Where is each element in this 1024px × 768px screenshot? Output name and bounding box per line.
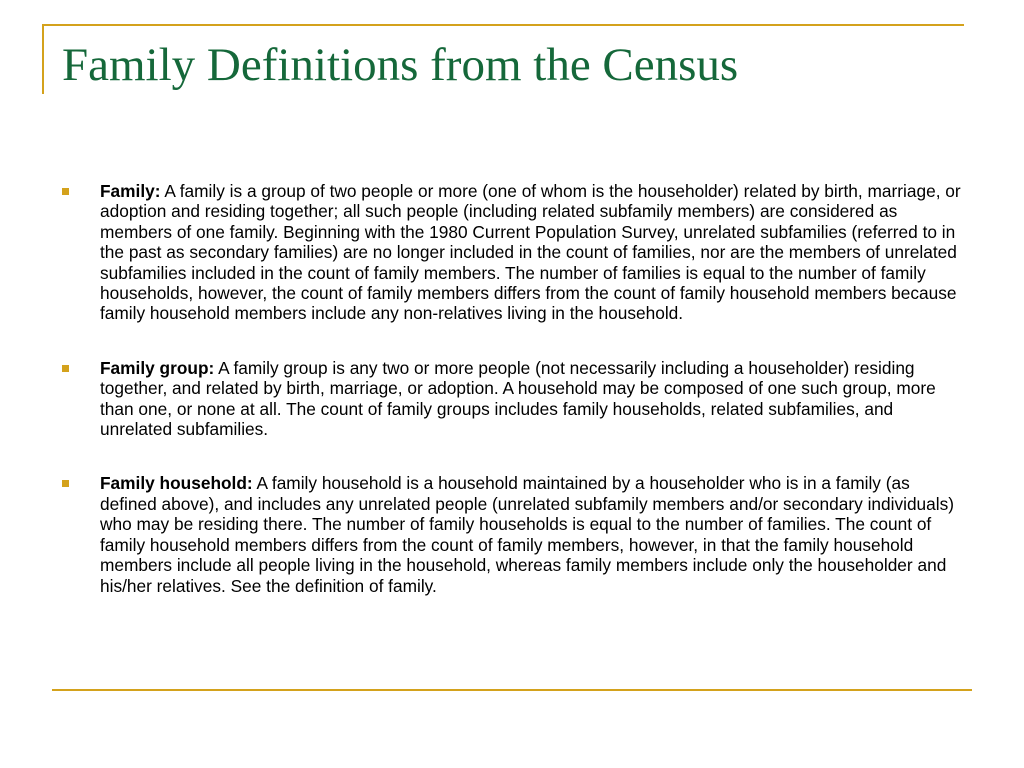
square-bullet-icon (62, 188, 69, 195)
left-accent-line (42, 24, 44, 94)
slide-title: Family Definitions from the Census (62, 39, 739, 91)
definition-family (62, 181, 962, 324)
definition-term: Family: (100, 181, 161, 201)
bottom-divider (52, 689, 972, 691)
definition-text: A family household is a household maintained by a householder who is in a family (as defined above), and includes any unrelated people (unrelated subfamily members and/or secondary individuals) who may be residing there. The number of family households is equal to the number of families. The count of family household members differs from the count of family members, however, in that the family household members include all people living in the household, whereas family members include only the householder and his/her relatives. See the definition of family. (100, 473, 955, 596)
definition-term: Family group: (100, 357, 215, 378)
definition-text: A family group is any two or more people (not necessarily including a householder) residing together, and related by birth, marriage, or adoption. A household may be composed of one such group, more than one, or none at all. The count of family groups includes family households, related subfamilies, and unrelated subfamilies. (100, 357, 936, 440)
definition-family-group (62, 358, 962, 440)
top-divider (42, 24, 964, 26)
square-bullet-icon (62, 365, 69, 372)
definition-text: A family is a group of two people or more (one of whom is the householder) related by birth, marriage, or adoption and residing together; all such people (including related subfamily members) are considered as members of one family. Beginning with the 1980 Current Population Survey, unrelated subfamilies (referred to in the past as secondary families) are no longer included in the count of families, nor are the members of unrelated subfamilies included in the count of family members. The number of families is equal to the number of family households, however, the count of family members differs from the count of family household members because family household members include any non-relatives living in the household. (100, 181, 961, 324)
definition-term: Family household: (100, 473, 253, 494)
square-bullet-icon (62, 480, 69, 487)
definitions-list (62, 181, 962, 630)
definition-family-household (62, 473, 962, 595)
